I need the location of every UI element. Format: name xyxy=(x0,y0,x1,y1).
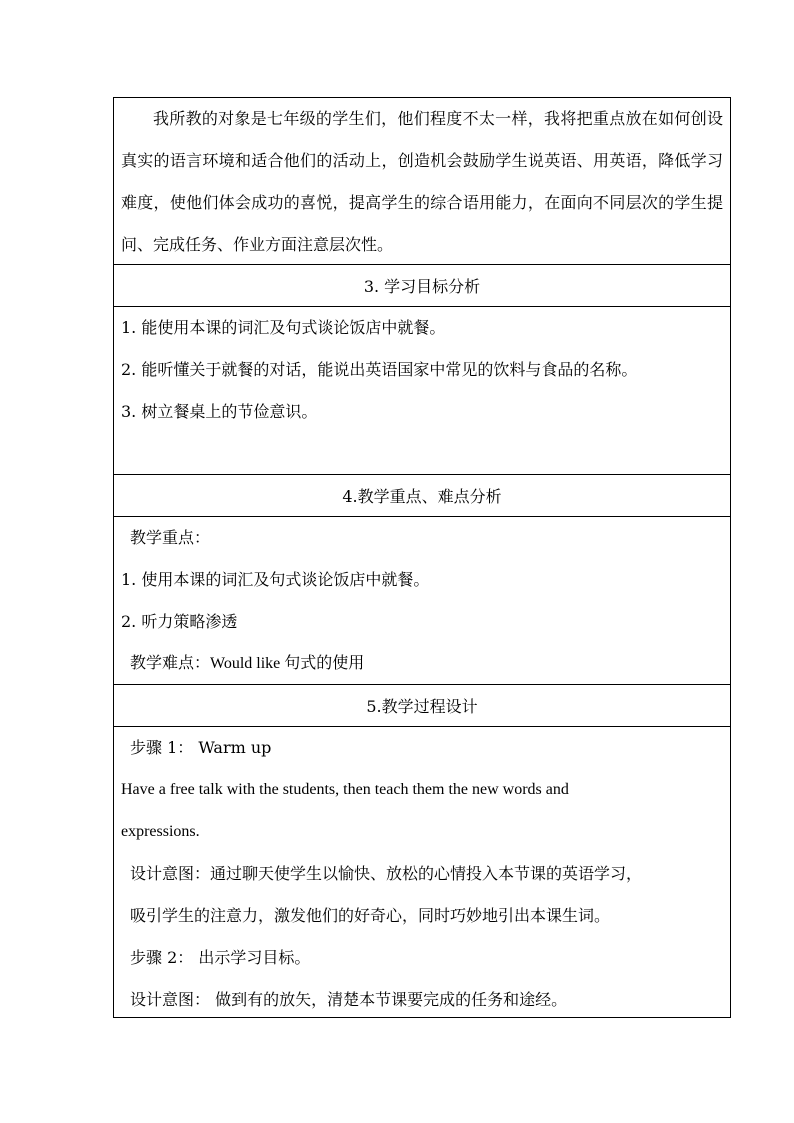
focus-item-1: 1. 使用本课的词汇及句式谈论饭店中就餐。 xyxy=(121,570,430,589)
objective-item-1: 1. 能使用本课的词汇及句式谈论饭店中就餐。 xyxy=(121,318,446,337)
intro-paragraph: 我所教的对象是七年级的学生们，他们程度不太一样，我将把重点放在如何创设真实的语言环境和适合他们的活动上，创造机会鼓励学生说英语、用英语，降低学习难度，使他们体会成功的喜悦，提高学生的综合语用能力，在面向不同层次的学生提问、完成任务、作业方面注意层次性。 xyxy=(121,109,723,254)
step-2-title: 步骤 2： 出示学习目标。 xyxy=(130,948,311,967)
section-5-content xyxy=(114,727,730,1017)
section-3-header xyxy=(114,265,730,307)
intent-1-line-1: 设计意图：通过聊天使学生以愉快、放松的心情投入本节课的英语学习， xyxy=(130,864,643,883)
section-5-header xyxy=(114,685,730,727)
section-4-header xyxy=(114,475,730,517)
step-1-text-line-1: Have a free talk with the students, then teach them the new words and xyxy=(121,781,569,798)
focus-label: 教学重点： xyxy=(130,528,211,547)
section-5-title: 5.教学过程设计 xyxy=(366,697,478,716)
focus-item-2: 2. 听力策略渗透 xyxy=(121,612,238,631)
section-3-title: 3. 学习目标分析 xyxy=(363,277,481,296)
section-3-content xyxy=(114,307,730,475)
objective-item-2: 2. 能听懂关于就餐的对话，能说出英语国家中常见的饮料与食品的名称。 xyxy=(121,360,638,379)
section-4-title: 4.教学重点、难点分析 xyxy=(342,487,502,506)
step-1-text-line-2: expressions. xyxy=(121,823,200,840)
section-4-content xyxy=(114,517,730,685)
difficulty-line: 教学难点：Would like 句式的使用 xyxy=(130,655,365,672)
step-1-title: 步骤 1： Warm up xyxy=(130,738,272,757)
objective-item-3: 3. 树立餐桌上的节俭意识。 xyxy=(121,402,318,421)
intent-1-line-2: 吸引学生的注意力，激发他们的好奇心，同时巧妙地引出本课生词。 xyxy=(130,906,611,925)
intro-cell xyxy=(114,98,730,265)
intent-2: 设计意图： 做到有的放矢，清楚本节课要完成的任务和途经。 xyxy=(130,990,568,1009)
lesson-plan-table xyxy=(113,97,731,1018)
